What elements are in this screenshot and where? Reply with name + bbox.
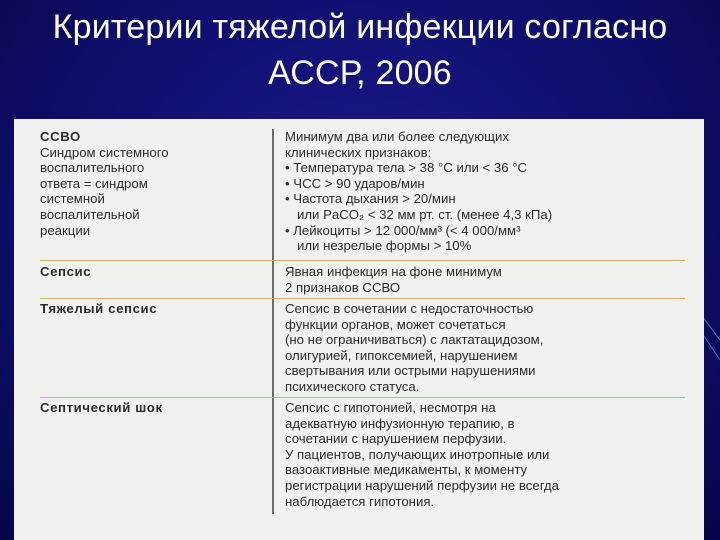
definition-cell: [285, 129, 685, 254]
slide-title-line-1: Критерии тяжелой инфекции согласно: [52, 8, 668, 46]
definition-line: Явная инфекция на фоне минимум: [285, 264, 502, 279]
slide-title: [0, 4, 720, 96]
term-line: системной: [40, 191, 105, 207]
definition-line: Сепсис с гипотонией, несмотря на: [285, 400, 496, 415]
definition-line: свертывания или острыми нарушениями: [285, 363, 536, 379]
column-divider: [272, 129, 274, 514]
row-divider: [40, 397, 685, 398]
criterion-item-continuation: или незрелые формы > 10%: [297, 238, 472, 254]
criteria-panel: [14, 119, 704, 540]
term-line: реакции: [40, 222, 91, 238]
definition-line: Минимум два или более следующих: [285, 129, 509, 144]
definition-line: функции органов, может сочетаться: [285, 316, 506, 332]
term-title: Сепсис: [40, 264, 92, 279]
definition-line: олигурией, гипоксемией, нарушением: [285, 347, 518, 363]
definition-line: регистрации нарушений перфузии не всегда: [285, 477, 559, 493]
term-cell: [40, 264, 255, 280]
criterion-item: • ЧСС > 90 ударов/мин: [285, 176, 685, 192]
term-line: воспалительного: [40, 160, 145, 176]
term-title: Септический шок: [40, 400, 163, 415]
definition-line: сочетании с нарушением перфузии.: [285, 431, 507, 447]
definition-line: адекватную инфузионную терапию, в: [285, 415, 515, 431]
row-divider: [40, 298, 685, 299]
definition-line: психического статуса.: [285, 378, 420, 394]
definition-line: Сепсис в сочетании с недостаточностью: [285, 301, 534, 316]
criterion-item-continuation: или PaCO₂ < 32 мм рт. ст. (менее 4,3 кПа): [297, 206, 553, 222]
definition-line: наблюдается гипотония.: [285, 493, 435, 509]
row-divider: [40, 260, 685, 261]
term-title: ССВО: [40, 129, 81, 144]
definition-line: 2 признаков ССВО: [285, 279, 401, 295]
term-cell: [40, 129, 255, 238]
term-line: Синдром системного: [40, 144, 169, 160]
criterion-item: • Температура тела > 38 °С или < 36 °С: [285, 160, 685, 176]
criterion-item: • Лейкоциты > 12 000/мм³ (< 4 000/мм³: [285, 223, 685, 239]
term-line: ответа = синдром: [40, 175, 148, 191]
definition-line: У пациентов, получающих инотропные или: [285, 446, 550, 462]
definition-line: (но не ограничиваться) с лактатацидозом,: [285, 332, 544, 348]
definition-cell: [285, 301, 685, 395]
definition-line: клинических признаков:: [285, 144, 432, 160]
term-cell: [40, 400, 255, 416]
term-cell: [40, 301, 255, 317]
term-title: Тяжелый сепсис: [40, 301, 158, 316]
criterion-item: • Частота дыхания > 20/мин: [285, 191, 685, 207]
term-line: воспалительной: [40, 206, 140, 222]
definition-cell: [285, 400, 685, 509]
definition-cell: [285, 264, 685, 295]
slide-title-line-2: АССР, 2006: [268, 54, 452, 92]
definition-line: вазоактивные медикаменты, к моменту: [285, 462, 528, 478]
